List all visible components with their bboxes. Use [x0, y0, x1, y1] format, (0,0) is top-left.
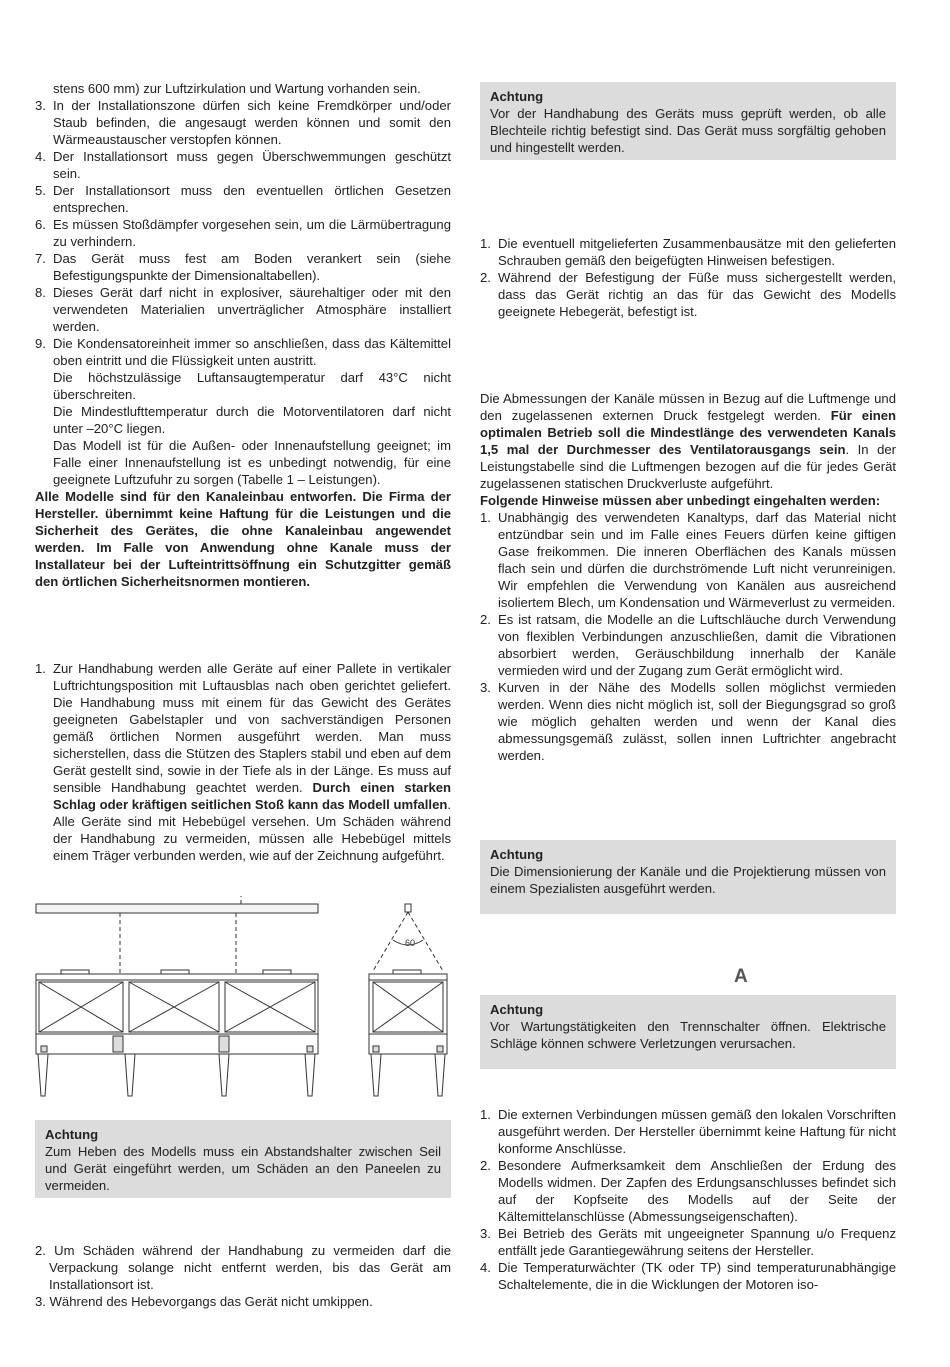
- handling-notes: [35, 1242, 451, 1310]
- list-item: 1. Die eventuell mitgelieferten Zusammenbausätze mit den gelieferten Schrauben gemäß den beigefügten Hinweisen befestigen.: [480, 236, 896, 268]
- handling-note-2: 2. Um Schäden während der Handhabung zu vermeiden darf die Verpackung solange nicht entfernt werden, bis das Gerät am Installationsort ist.: [35, 1243, 451, 1292]
- warning-title: Achtung: [45, 1127, 99, 1142]
- duct-requirements-heading: Folgende Hinweise müssen aber unbedingt eingehalten werden:: [480, 493, 881, 508]
- list-item: 2. Besondere Aufmerksamkeit dem Anschließen der Erdung des Modells widmen. Der Zapfen des Erdungsanschlusses befindet sich auf der Kopfseite des Modells auf der Seite der Kältemittelanschlüsse (Abmessungseigenschaften).: [480, 1158, 896, 1224]
- handling-section: [35, 660, 451, 864]
- warning-box-ducts: [480, 840, 896, 914]
- warning-text: Vor Wartungstätigkeiten den Trennschalter öffnen. Elektrische Schläge können schwere Verletzungen verursachen.: [490, 1019, 886, 1051]
- list-item: 9. Die Kondensatoreinheit immer so anschließen, dass das Kältemittel oben eintritt und die Flüssigkeit unten austritt.: [35, 336, 451, 368]
- duct-warning-paragraph: Alle Modelle sind für den Kanaleinbau entworfen. Die Firma der Hersteller. übernimmt keine Haftung für die Leistungen und die Sicherheit des Gerätes, die ohne Kanaleinbau angewendet werden. Im Falle von Anwendung ohne Kanale muss der Installateur bei der Lufteintrittsöffnung ein Schutzgitter gemäß den örtlichen Sicherheitsnormen montieren.: [35, 489, 451, 589]
- list-item: 3. Kurven in der Nähe des Modells sollen möglichst vermieden werden. Wenn dies nicht möglich ist, soll der Biegungsgrad so groß wie möglich gehalten werden und wenn der Kanal dies abmessungsgemäß zulässt, sollen innen Luftrichter angebracht werden.: [480, 680, 896, 763]
- mounting-list: [480, 235, 896, 320]
- continued-text: stens 600 mm) zur Luftzirkulation und Wartung vorhanden sein.: [53, 81, 421, 96]
- angle-label: 60: [405, 938, 416, 948]
- installation-list: [35, 97, 451, 369]
- list-item: 3. Bei Betrieb des Geräts mit ungeeigneter Spannung u/o Frequenz entfällt jede Garantiegewährung seitens der Hersteller.: [480, 1226, 896, 1258]
- duct-section: [480, 390, 896, 764]
- lifting-drawing: [33, 896, 463, 1121]
- list-item: 2. Es ist ratsam, die Modelle an die Luftschläuche durch Verwendung von flexiblen Verbindungen anzuschließen, damit die Vibrationen absorbiert werden, Geräuschbildung innerhalb der Kanäle vermieden wird und der Zugang zum Gerät ermöglicht wird.: [480, 612, 896, 678]
- warning-title: Achtung: [490, 1002, 544, 1017]
- list-item: 1. Die externen Verbindungen müssen gemäß den lokalen Vorschriften ausgeführt werden. Der Hersteller übernimmt keine Haftung für nicht konforme Anschlüsse.: [480, 1107, 896, 1156]
- placement-note: Das Modell ist für die Außen- oder Innenaufstellung geeignet; im Falle einer Innenaufstellung ist es unbedingt notwendig, für eine geeignete Luftzufuhr zu sorgen (Tabelle 1 – Leistungen).: [53, 438, 451, 487]
- list-item: 2. Während der Befestigung der Füße muss sichergestellt werden, dass das Gerät richtig an das für das Gewicht des Modells geeignete Hebegerät, befestigt ist.: [480, 270, 896, 319]
- list-item: 4. Die Temperaturwächter (TK oder TP) sind temperaturunabhängige Schaltelemente, die in die Wicklungen der Motoren iso-: [480, 1260, 896, 1292]
- warning-text: Zum Heben des Modells muss ein Abstandshalter zwischen Seil und Gerät eingeführt werden, um Schäden an den Paneelen zu vermeiden.: [45, 1144, 441, 1193]
- list-item: 1. Zur Handhabung werden alle Geräte auf einer Pallete in vertikaler Luftrichtungsposition mit Luftausblas nach oben gerichtet geliefert. Die Handhabung muss mit einem für das Gewicht des Gerätes geeigneten Gabelstapler und von sachverständigen Personen gemäß örtlichen Normen ausgeführt werden. Man muss sicherstellen, dass die Stützen des Staplers stabil und eben auf dem Gerät gestellt sind, sowie in der Tiefe als in der Länge. Es muss auf sensible Handhabung geachtet werden. Durch einen starken Schlag oder kräftigen seitlichen Stoß kann das Modell umfallen. Alle Geräte sind mit Hebebügel versehen. Um Schäden während der Handhabung zu vermeiden, müssen alle Hebebügel mittels einem Träger verbunden werden, wie auf der Zeichnung aufgeführt.: [35, 661, 452, 863]
- warning-text: Vor der Handhabung des Geräts muss geprüft werden, ob alle Blechteile richtig befestigt sind. Das Gerät muss sorgfältig gehoben und hingestellt werden.: [490, 106, 886, 155]
- warning-title: Achtung: [490, 847, 544, 862]
- min-temperature-note: Die Mindestlufttemperatur durch die Motorventilatoren darf nicht unter –20°C liegen.: [53, 404, 451, 436]
- electrical-list: [480, 1106, 896, 1293]
- list-item: 3. In der Installationszone dürfen sich keine Fremdkörper und/oder Staub befinden, die angesaugt werden können und somit den Wärmeaustauscher verstopfen können.: [35, 98, 451, 147]
- warning-box-lifting: [35, 1120, 451, 1198]
- left-column-top: [35, 80, 451, 590]
- duct-paragraph: Die Abmessungen der Kanäle müssen in Bezug auf die Luftmenge und den zugelassenen externen Druck festgelegt werden. Für einen optimalen Betrieb soll die Mindestlänge des verwendeten Kanals 1,5 mal der Durchmesser des Ventilatorausgangs sein. In der Leistungstabelle sind die Luftmengen bezogen auf die für jedes Gerät zugelassenen statischen Druckverluste aufgeführt.: [480, 391, 896, 491]
- warning-title: Achtung: [490, 89, 544, 104]
- handling-note-3: 3. Während des Hebevorgangs das Gerät nicht umkippen.: [35, 1294, 373, 1309]
- temperature-note: Die höchstzulässige Luftansaugtemperatur darf 43°C nicht überschreiten.: [53, 370, 451, 402]
- list-item: 4. Der Installationsort muss gegen Überschwemmungen geschützt sein.: [35, 149, 451, 181]
- list-item: 5. Der Installationsort muss den eventuellen örtlichen Gesetzen entsprechen.: [35, 183, 451, 215]
- list-item: 6. Es müssen Stoßdämpfer vorgesehen sein, um die Lärmübertragung zu verhindern.: [35, 217, 451, 249]
- warning-box-handling: [480, 82, 896, 160]
- list-item: 8. Dieses Gerät darf nicht in explosiver, säurehaltiger oder mit den verwendeten Materialien unverträglicher Atmosphäre installiert werden.: [35, 285, 451, 334]
- list-item: 7. Das Gerät muss fest am Boden verankert sein (siehe Befestigungspunkte der Dimensionaltabellen).: [35, 251, 451, 283]
- section-letter: A: [734, 966, 748, 987]
- warning-box-electrical: [480, 995, 896, 1069]
- list-item: 1. Unabhängig des verwendeten Kanaltyps, darf das Material nicht entzündbar sein und im Falle eines Feuers dürfen keine giftigen Gase freikommen. Die inneren Oberflächen des Kanals müssen flach sein und dürfen die durchströmende Luft nicht verunreinigen. Wir empfehlen die Verwendung von Kanälen aus ausreichend isoliertem Blech, um Kondensation und Wärmeverlust zu vermeiden.: [480, 510, 896, 610]
- warning-text: Die Dimensionierung der Kanäle und die Projektierung müssen von einem Spezialisten ausgeführt werden.: [490, 864, 886, 896]
